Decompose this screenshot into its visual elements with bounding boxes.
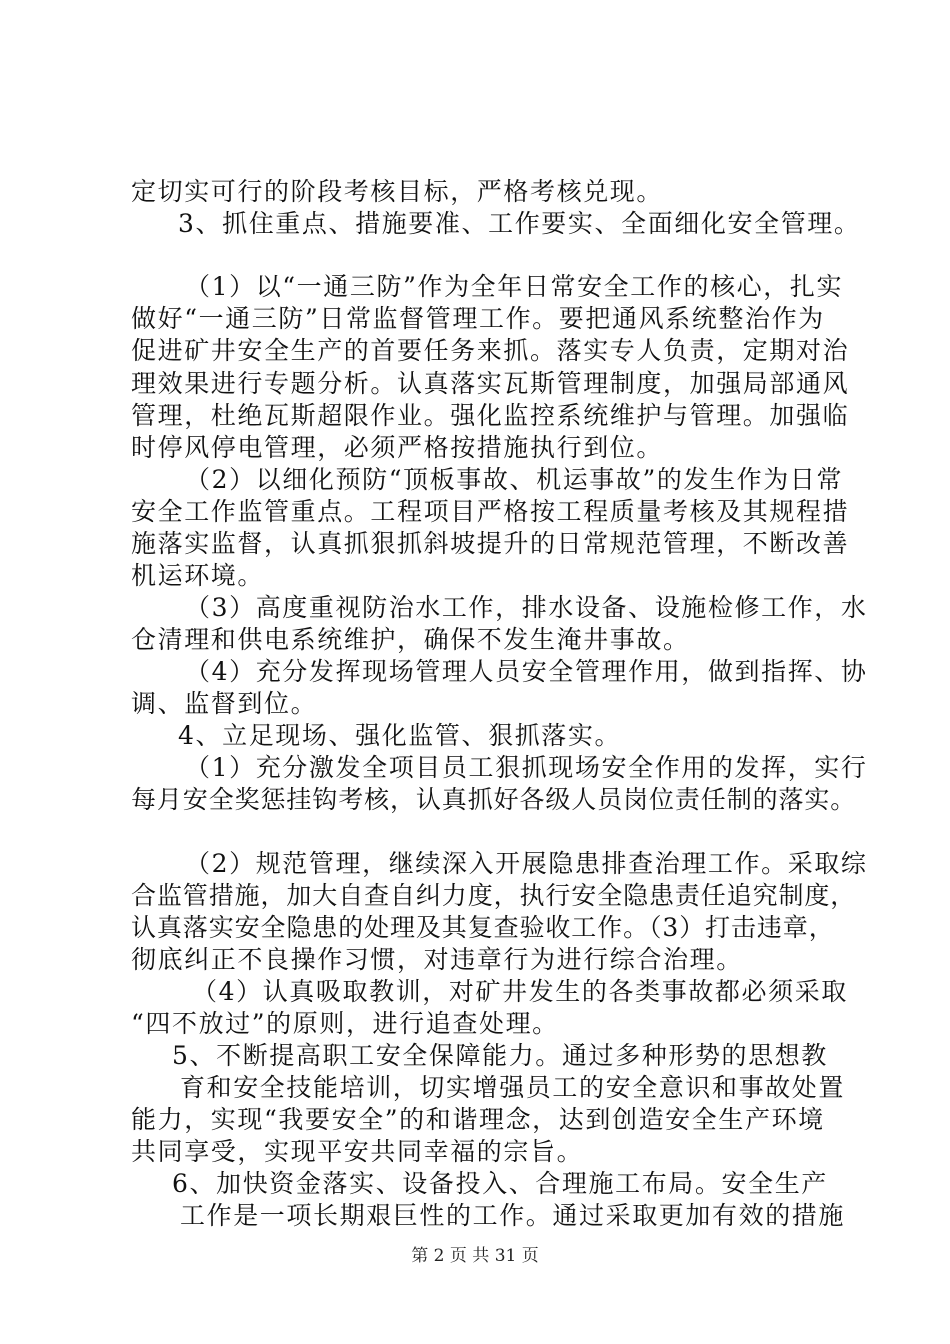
- text-line: （1）以“一通三防”作为全年日常安全工作的核心，扎实: [185, 272, 844, 301]
- text-line: 彻底纠正不良操作习惯，对违章行为进行综合治理。: [131, 945, 743, 974]
- text-line: 工作是一项长期艰巨性的工作。通过采取更加有效的措施: [180, 1201, 846, 1230]
- text-line: 共同享受，实现平安共同幸福的宗旨。: [131, 1137, 584, 1166]
- text-line: 促进矿井安全生产的首要任务来抓。落实专人负责，定期对治: [131, 336, 850, 365]
- text-line: （4）充分发挥现场管理人员安全管理作用，做到指挥、协: [185, 657, 868, 686]
- text-line: 调、监督到位。: [131, 689, 318, 718]
- text-line: “四不放过”的原则，进行追查处理。: [131, 1009, 559, 1038]
- text-line: 合监管措施，加大自查自纠力度，执行安全隐患责任追究制度，: [131, 881, 857, 910]
- text-line: （2）规范管理，继续深入开展隐患排查治理工作。采取综: [185, 849, 868, 878]
- text-line: 时停风停电管理，必须严格按措施执行到位。: [131, 433, 664, 462]
- text-line: （2）以细化预防“顶板事故、机运事故”的发生作为日常: [185, 465, 844, 494]
- section-heading-3: 3、抓住重点、措施要准、工作要实、全面细化安全管理。: [178, 209, 861, 238]
- text-line: 管理，杜绝瓦斯超限作业。强化监控系统维护与管理。加强临: [131, 401, 850, 430]
- text-line: 每月安全奖惩挂钩考核，认真抓好各级人员岗位责任制的落实。: [131, 785, 857, 814]
- section-heading-5: 5、不断提高职工安全保障能力。通过多种形势的思想教: [172, 1041, 828, 1070]
- text-line: 机运环境。: [131, 561, 265, 590]
- text-line: 理效果进行专题分析。认真落实瓦斯管理制度，加强局部通风: [131, 369, 850, 398]
- text-line: （1）充分激发全项目员工狠抓现场安全作用的发挥，实行: [185, 753, 868, 782]
- text-line: 做好“一通三防”日常监督管理工作。要把通风系统整治作为: [131, 304, 825, 333]
- text-line: 仓清理和供电系统维护，确保不发生淹井事故。: [131, 625, 690, 654]
- text-line: 施落实监督，认真抓狠抓斜坡提升的日常规范管理，不断改善: [131, 529, 850, 558]
- text-line: 安全工作监管重点。工程项目严格按工程质量考核及其规程措: [131, 497, 850, 526]
- section-heading-4: 4、立足现场、强化监管、狠抓落实。: [178, 721, 622, 750]
- text-line: 定切实可行的阶段考核目标，严格考核兑现。: [131, 177, 664, 206]
- text-line: 育和安全技能培训，切实增强员工的安全意识和事故处置: [180, 1073, 846, 1102]
- text-line: （4）认真吸取教训，对矿井发生的各类事故都必须采取: [192, 977, 848, 1006]
- text-line: 能力，实现“我要安全”的和谐理念，达到创造安全生产环境: [131, 1105, 825, 1134]
- section-heading-6: 6、加快资金落实、设备投入、合理施工布局。安全生产: [172, 1169, 828, 1198]
- text-line: （3）高度重视防治水工作，排水设备、设施检修工作，水: [185, 593, 868, 622]
- text-line: 认真落实安全隐患的处理及其复查验收工作。（3）打击违章，: [131, 913, 835, 942]
- page-number-footer: 第 2 页 共 31 页: [411, 1246, 539, 1266]
